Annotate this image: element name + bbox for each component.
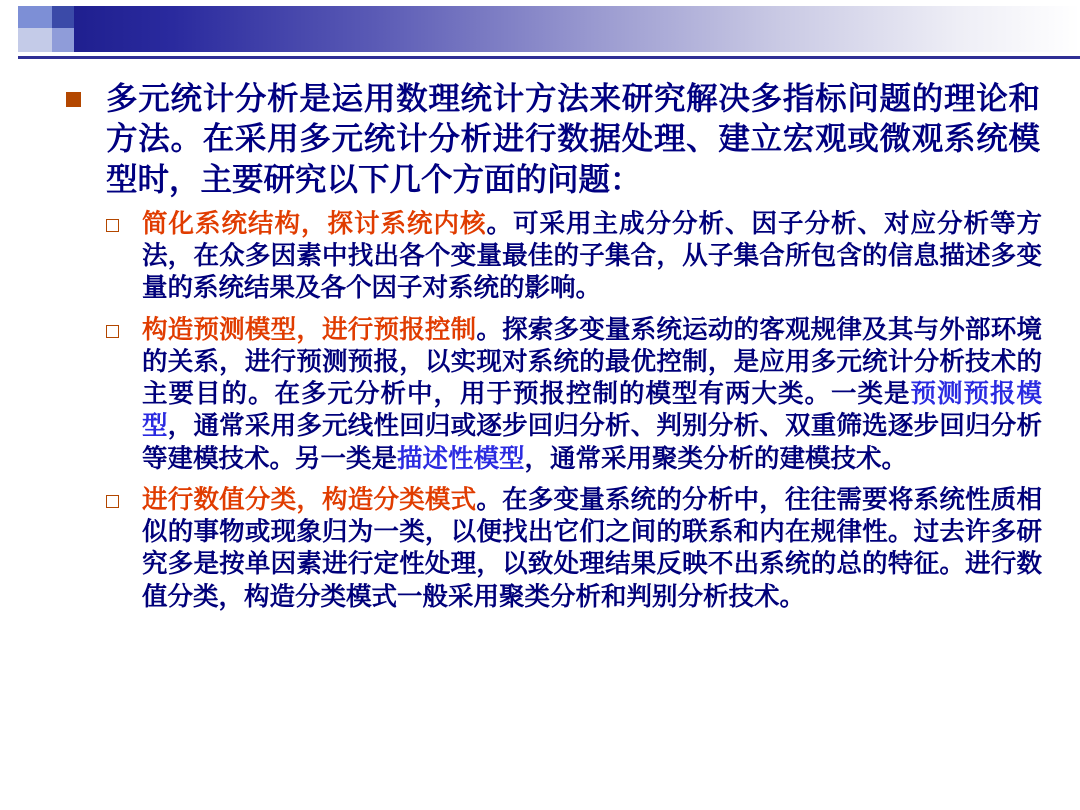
hollow-square-bullet-icon [106, 325, 119, 338]
level1-bullet-text: 多元统计分析是运用数理统计方法来研究解决多指标问题的理论和方法。在采用多元统计分析进行数据处理、建立宏观或微观系统模型时，主要研究以下几个方面的问题： [106, 80, 1040, 197]
level1-bullet-item [60, 78, 1040, 199]
level2-body-3: 。在多变量系统的分析中，往往需要将系统性质相似的事物或现象归为一类，以便找出它们之间的联系和内在规律性。过去许多研究多是按单因素进行定性处理，以致处理结果反映不出系统的总的特征。进行数值分类，构造分类模式一般采用聚类分析和判别分析技术。 [142, 485, 1042, 611]
hollow-square-bullet-icon [106, 219, 119, 232]
level2-heading-2: 构造预测模型，进行预报控制 [142, 315, 477, 344]
slide-header-decoration [0, 0, 1080, 62]
level2-body-2b: ，通常采用多元线性回归或逐步回归分析、判别分析、双重筛选逐步回归分析等建模技术。另一类是 [142, 412, 1042, 473]
level2-bullet-text-3 [142, 484, 1042, 613]
square-bullet-icon [66, 92, 81, 107]
header-underline [18, 56, 1080, 59]
level2-body-1: 。可采用主成分分析、因子分析、对应分析等方法，在众多因素中找出各个变量最佳的子集合，从子集合所包含的信息描述多变量的系统结果及各个因子对系统的影响。 [142, 209, 1042, 303]
slide-content [0, 78, 1080, 613]
level2-body-2a: 。探索多变量系统运动的客观规律及其与外部环境的关系，进行预测预报，以实现对系统的最优控制，是应用多元统计分析技术的主要目的。在多元分析中，用于预报控制的模型有两大类。一类是 [142, 315, 1042, 409]
level2-inline-highlight-2b: 描述性模型 [397, 444, 525, 473]
level2-inline-highlight-2a: 预测预报模型 [142, 380, 1042, 441]
level2-bullet-item-2 [104, 314, 1042, 475]
header-square-4 [52, 28, 74, 52]
level2-heading-1: 简化系统结构，探讨系统内核 [142, 209, 487, 238]
level2-bullet-item-3 [104, 484, 1042, 613]
header-square-1 [18, 6, 52, 28]
hollow-square-bullet-icon [106, 495, 119, 508]
header-square-2 [52, 6, 74, 28]
level2-bullet-text-1 [142, 208, 1042, 305]
header-square-3 [18, 28, 52, 52]
level2-body-2c: ，通常采用聚类分析的建模技术。 [524, 444, 908, 473]
level2-bullet-text-2 [142, 314, 1042, 475]
level2-heading-3: 进行数值分类，构造分类模式 [142, 485, 477, 514]
header-gradient-bar [72, 6, 1080, 52]
level2-bullet-item-1 [104, 208, 1042, 305]
